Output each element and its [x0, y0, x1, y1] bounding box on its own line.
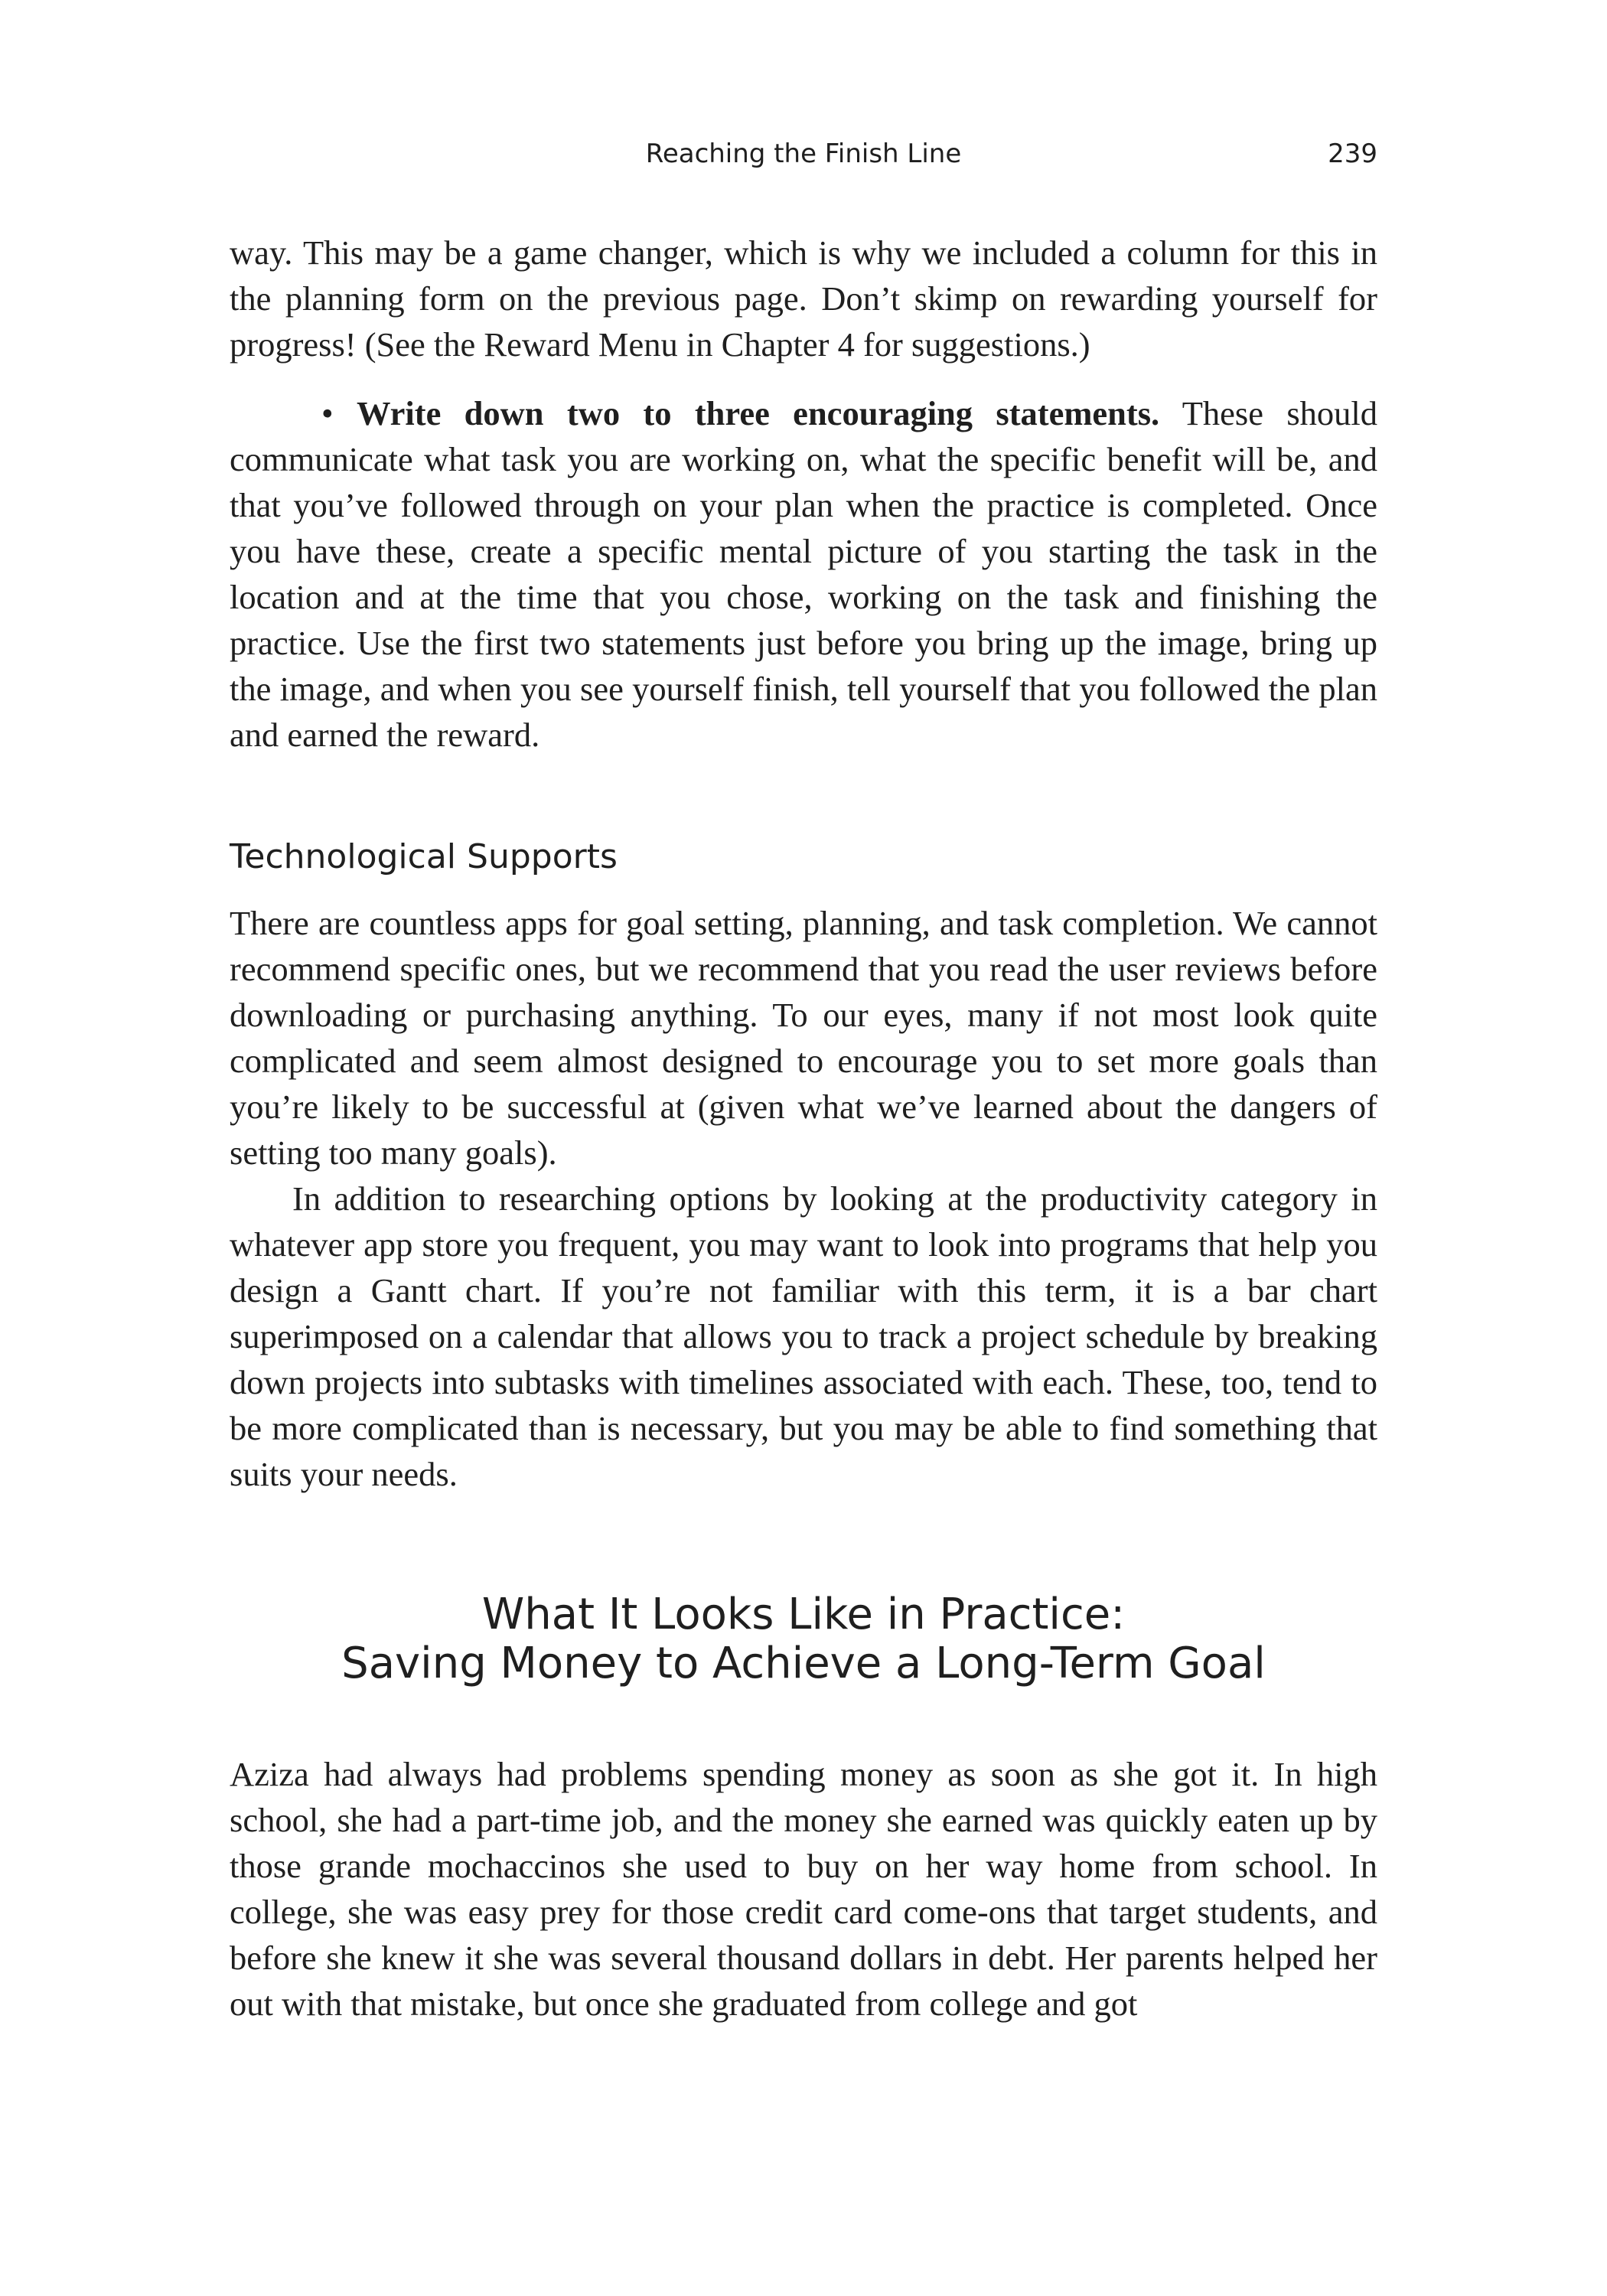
practice-title — [230, 1590, 1377, 1688]
bullet-lead-text: Write down two to three encouraging statements. — [356, 394, 1160, 432]
bullet-body-text: These should communicate what task you are working on, what the specific benefit will be, and that you’ve followed through on your plan when the practice is completed. Once you have these, create a specific mental picture of you starting the task in the location and at the time that you chose, working on the task and finishing the practice. Use the first two statements just before you bring up the image, bring up the image, and when you see yourself finish, tell yourself that you followed the plan and earned the reward. — [230, 394, 1377, 754]
continuation-paragraph: way. This may be a game changer, which is why we included a column for this in the planning form on the previous page. Don’t skimp on rewarding yourself for progress! (See the Reward Menu in Chapter 4 for suggestions.) — [230, 233, 1377, 364]
tech-paragraph-2: In addition to researching options by looking at the productivity category in whatever app store you frequent, you may want to look into programs that help you design a Gantt chart. If you’re not familiar with this term, it is a bar chart superimposed on a calendar that allows you to track a project schedule by breaking down projects into subtasks with timelines associated with each. These, too, tend to be more complicated than is necessary, but you may be able to find something that suits your needs. — [230, 1179, 1377, 1493]
tech-paragraph-1: There are countless apps for goal setting, planning, and task completion. We cannot recommend specific ones, but we recommend that you read the user reviews before downloading or purchasing anything. To our eyes, many if not most look quite complicated and seem almost designed to encourage you to set more goals than you’re likely to be successful at (given what we’ve learned about the dangers of setting too many goals). — [230, 904, 1377, 1172]
bullet-paragraph — [230, 390, 1377, 758]
practice-title-line-2: Saving Money to Achieve a Long-Term Goal — [341, 1639, 1266, 1688]
practice-paragraph: Aziza had always had problems spending money as soon as she got it. In high school, she had a part-time job, and the money she earned was quickly eaten up by those grande mochaccinos she used to buy on her way home from school. In college, she was easy prey for those credit card come-ons that target students, and before she knew it she was several thousand dollars in debt. Her parents helped her out with that mistake, but once she graduated from college and got — [230, 1755, 1377, 2023]
page-number: 239 — [1328, 139, 1377, 169]
running-head — [230, 135, 1377, 173]
running-title: Reaching the Finish Line — [645, 139, 962, 169]
section-heading: Technological Supports — [230, 837, 618, 876]
bullet-marker: • — [321, 394, 334, 432]
practice-title-line-1: What It Looks Like in Practice: — [481, 1590, 1126, 1639]
book-page — [230, 0, 1377, 2296]
